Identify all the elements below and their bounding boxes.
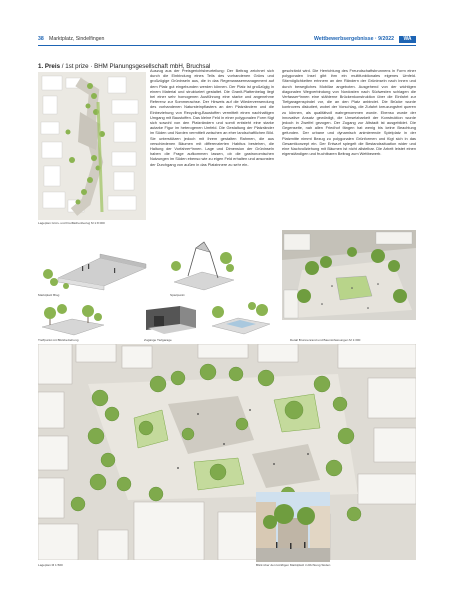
- aerial-perspective-plaza: [282, 230, 416, 320]
- body-column-2: geschränkt wird. Die Herrichtung des Freundschaftsbrunnens in Form einer polygonalen Insel gibt ihm ein multifunktionales eigenes Umfeld. Sitzmöglichkeiten erinnern an den Rändern der Grüninseln nach innen und durch bewegliches Mobiliar angeboten. Ausgehend von der wichtigen diagonalen Wegverbindung von Nordosten nach Südwesten schlagen die Verfasser*innen eine stählerne Brückenkonstruktion über die Einfahrt zur Tiefgaragenspindel vor, die an den Platz anbindet. Die Brücke wurde kontrovers diskutiert, wobei der Vorschlag, die Zufahrt kreuzungsfrei queren zu können, als qualitätvoll wahrgenommen wurde. Ebenso wurde der innovative Ansatz gewürdigt, die Umsetzbarkeit der Konstruktion wurde jedoch in Zweifel gezogen. Der Zugang zur Altstadt ist ausgebildet. Die Gegenseite, nah allen Friedhof fängen hat wenig bis keine Beachtung gefunden. Der urbane und dynamisch animierende Spielplatz in der Platzmitte nimmt Bezug zu polygonalen Grünformen und fügt sich in das Gesamtkonzept ein. Der Entwurf spiegelt die Bestandssituation wider und eine Nachvollziehung mit Bäumen ist nicht allstelbar. Die Arbeit leistet einen eigenständigen und fruchtbaren Beitrag zum Wettbewerb.: [282, 68, 416, 157]
- page-number: 38: [38, 36, 44, 42]
- prize-label: 1. Preis: [38, 63, 61, 70]
- sketch-marktplatz-blog: [38, 228, 150, 292]
- header-rule: [38, 45, 416, 46]
- publication-title: Wettbewerbsergebnisse · 9/2022: [313, 36, 394, 42]
- body-column-1: Auszug aus der Preisgerichtsbeurteilung: Der Beitrag zeichnet sich durch die Einbindung eines Teils des vorhandenen Grüns und großzügige Grüninseln aus, die in das Regenwassermanagement auf dem Platz gut eingebunden werden können. Der Platz ist großzügig in einem Material und strukturiert gestaltet. Die Granit-Plattenbelag liegt bei einer sehr homogenen Ausführung eine starke und angenehme Referenz zur Sommerachse. Der Hinweis auf die Wiederverwendung des vorhandenen Natursteinpflasters an den Platzrändern und die Einbeziehung von Recycling-Baustoffen vermittelt einen nachhaltigen Umgang mit Baustoffen. Das kleine Feld in einer polygonalen Form fügt sich sowohl von den Platzrändern und somit entsteht eine starke autarke Figur im heterogenen Umfeld. Die Gestaltung der Platzränder im Süden und Norden vermittelt zwischen an eher landschaftlichen Bild. Sie unterstützen jedoch mit ihrem gestalten Rahmen, die aus verschiedenen Bäumen mit differenzierten Habitus bestehen, die Haltung der Vorfahrer*innen. Lage und Dimension der Grüninseln haben die Frage aufkommen lassen, ob die gastronomischen Nutzungen im Süden ebenso wie zu eigen Feld erhalten und ansonsten der Durchgang von außen in das Platzinnere zu sehr ein-: [150, 68, 274, 167]
- caption-detail: Detail Brunnenrand und Bauminfassungen M 1:300: [290, 338, 361, 342]
- caption-spielpunkt: Spielpunkt: [170, 293, 185, 297]
- site-plan-overview: [38, 72, 146, 220]
- sketch-treffpunkt: [38, 297, 108, 337]
- publication-logo: WA: [399, 36, 416, 43]
- sketch-tiefgarage: [140, 298, 202, 336]
- caption-site-plan-overview: Lageplan Grün- und Freiflächenbezug M 1:8 000: [38, 221, 105, 225]
- site-plan-main: [38, 344, 416, 560]
- caption-site-plan-main: Lageplan M 1:500: [38, 563, 63, 567]
- sketch-brunnenrand: [208, 298, 274, 336]
- caption-marktplatz-blog: Marktplatz Blog: [38, 293, 60, 297]
- photo-view-south: [256, 492, 330, 562]
- header-location: Marktplatz, Sindelfingen: [49, 36, 105, 42]
- page-header: [38, 35, 416, 44]
- caption-photo-view-south: Blick über den künftigen Marktplatz in Richtung Süden: [256, 563, 331, 567]
- caption-tiefgarage: Zugänge Tiefgarage: [144, 338, 172, 342]
- sketch-spielpunkt: [164, 232, 240, 292]
- prize-office: / 1st prize · BHM Planungsgesellschaft mbH, Bruchsal: [60, 63, 211, 70]
- caption-treffpunkt: Treffpunkt mit Blickbeziehung: [38, 338, 79, 342]
